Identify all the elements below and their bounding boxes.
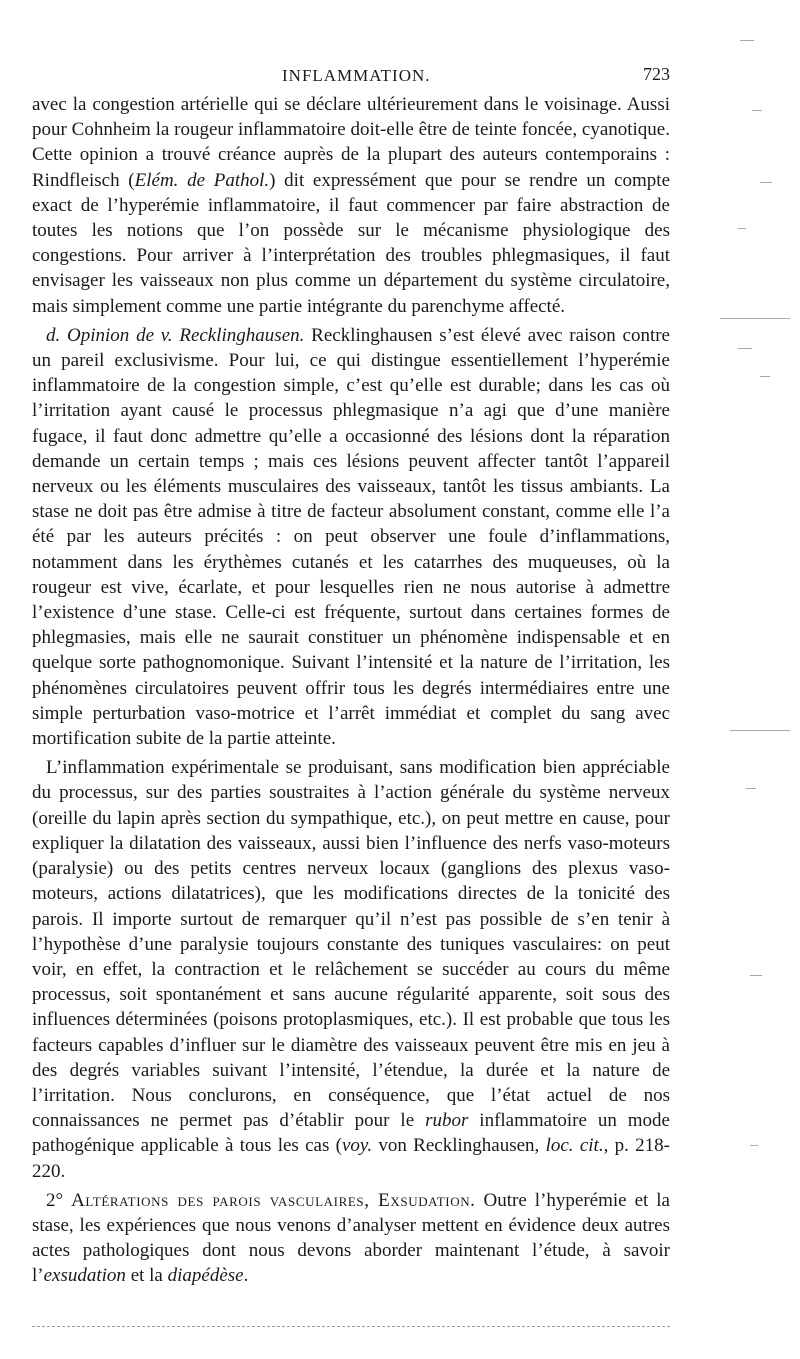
running-header: [32, 62, 670, 92]
section-heading-2: Altérations des parois vasculaires, Exsudation.: [71, 1189, 476, 1211]
paragraph-3: L’inflammation expérimentale se produisant, sans modification bien appréciable du processus, sur des parties soustraites à l’action générale du système nerveux (oreille du lapin après section du sympathique, etc.), on peut mettre en cause, pour expliquer la dilatation des vaisseaux, aussi bien l’influence des nerfs vaso-moteurs (paralysie) ou des petits centres nerveux locaux (ganglions des plexus vaso-moteurs, actions dilatatrices), que les modifications directes de la tonicité des parois. Il importe surtout de remarquer qu’il n’est pas possible de s’en tenir à l’hypothèse d’une paralysie toujours constante des tuniques vasculaires: on peut voir, en effet, la contraction et le relâchement se succéder au cours du même processus, soit spontanément et sans aucune régularité apparente, soit sous des influences déterminées (poisons protoplasmiques, etc.). Il est probable que tous les facteurs capables d’influer sur le diamètre des vaisseaux peuvent être mis en jeu à des degrés variables suivant l’intensité, l’étendue, la durée et la nature de l’irritation. Nous conclurons, en conséquence, que l’état actuel de nos connaissances ne permet pas d’établir pour le rubor inflammatoire un mode pathogénique applicable à tous les cas (voy. von Recklinghausen, loc. cit., p. 218-220.: [32, 757, 670, 1182]
paragraph-4: 2° Altérations des parois vasculaires, Exsudation. Outre l’hyperémie et la stase, les expériences que nous venons d’analyser mettent en évidence deux autres actes pathologiques dont nous devons aborder maintenant l’étude, à savoir l’exsudation et la diapédèse.: [32, 1189, 670, 1287]
paragraph-2: d. Opinion de v. Recklinghausen. Recklinghausen s’est élevé avec raison contre un pareil exclusivisme. Pour lui, ce qui distingue essentiellement l’hyperémie inflammatoire de la congestion simple, c’est qu’elle est durable; dans les cas où l’irritation ayant causé le processus phlegmasique n’a agi que d’une manière fugace, il faut donc admettre qu’elle a occasionné des lésions dont la réparation demande un certain temps ; mais ces lésions peuvent affecter tantôt l’appareil nerveux ou les éléments musculaires des vaisseaux, tantôt les tissus ambiants. La stase ne doit pas être admise à titre de facteur absolument constant, comme elle l’a été par les auteurs précités : on peut observer une foule d’inflammations, notamment dans les érythèmes cutanés et les catarrhes des muqueuses, où la rougeur est vive, écarlate, et pour lesquelles rien ne nous autorise à admettre l’existence d’une stase. Celle-ci est fréquente, surtout dans certaines formes de phlegmasies, mais elle ne saurait constituer un phénomène indispensable et en quelque sorte pathognomonique. Suivant l’intensité et la nature de l’irritation, les phénomènes circulatoires peuvent offrir tous les degrés intermédiaires entre une simple perturbation vaso-motrice et l’arrêt immédiat et complet du sang avec mortification subite de la partie atteinte.: [32, 324, 670, 750]
body-text: [32, 92, 670, 1289]
running-title: INFLAMMATION.: [282, 66, 431, 85]
bottom-rule: [32, 1326, 670, 1327]
page-number: 723: [643, 64, 670, 84]
section-heading-d: d. Opinion de v. Recklinghausen.: [46, 324, 305, 346]
page-content: [32, 62, 670, 1289]
margin-scan-marks: [690, 0, 800, 1359]
reference-title: Elém. de Pathol.: [134, 169, 270, 191]
paragraph-1: avec la congestion artérielle qui se déclare ultérieurement dans le voisinage. Aussi pour Cohnheim la rougeur inflammatoire doit-elle être de teinte foncée, cyanotique. Cette opinion a trouvé créance auprès de la plupart des auteurs contemporains : Rindfleisch (Elém. de Pathol.) dit expressément que pour se rendre un compte exact de l’hyperémie inflammatoire, il faut commencer par faire abstraction de toutes les notions que l’on possède sur le mécanisme physiologique des congestions. Pour arriver à l’interprétation des troubles phlegmasiques, il faut envisager les vaisseaux non plus comme un département du système circulatoire, mais simplement comme une partie intégrante du parenchyme affecté.: [32, 94, 671, 317]
